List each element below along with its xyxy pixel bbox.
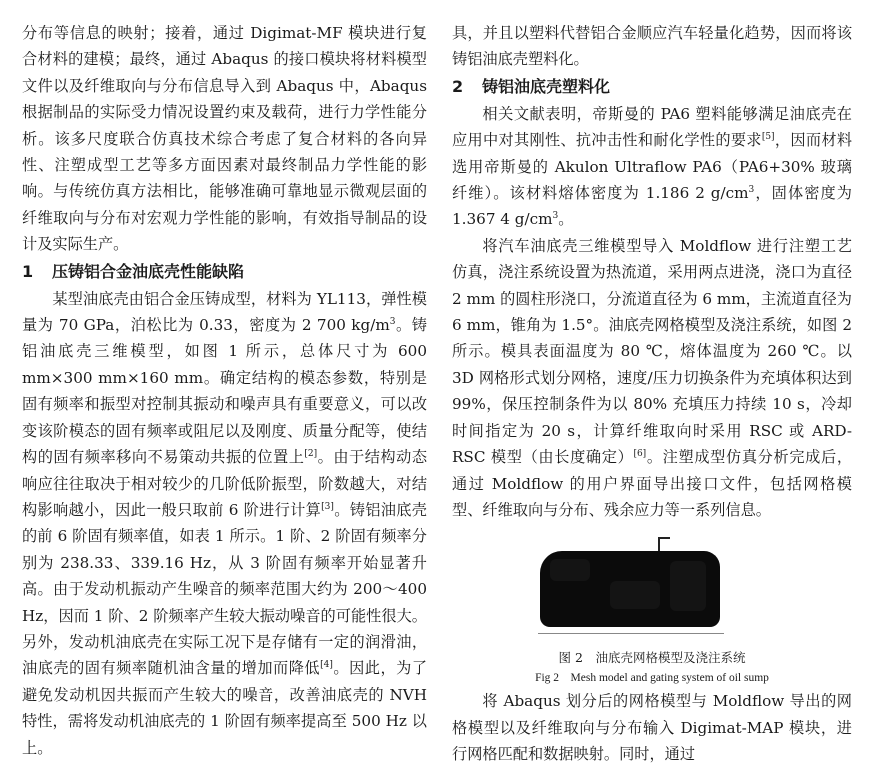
gate-line <box>658 537 660 551</box>
paragraph <box>452 101 852 233</box>
right-column <box>452 20 852 768</box>
text-run: 。注塑成型仿真分析完成后，通过 Moldflow 的用户界面导出接口文件，包括网格模型、纤维取向与分布、残余应力等一系列信息。 <box>452 448 853 519</box>
text-run: 。因此，为了避免发动机因共振而产生较大的噪音，改善油底壳的 NVH 特性，需将发动机油底壳的 1 阶固有频率提高至 500 Hz 以上。 <box>22 659 428 757</box>
text-run: 。由于结构动态响应往往取决于相对较少的几阶低阶振型，阶数越大，对结构影响越小，因此一般只取前 6 阶进行计算 <box>22 448 428 519</box>
text-run: 相关文献表明，帝斯曼的 PA6 塑料能够满足油底壳在应用中对其刚性、抗冲击性和耐化学性的要求 <box>452 104 852 150</box>
citation: [6] <box>633 449 647 460</box>
text-run: 。铸铝油底壳三维模型，如图 1 所示，总体尺寸为 600 mm×300 mm×160 mm。确定结构的模态参数，特别是固有频率和振型对控制其振动和噪声具有重要意义，可以改变该阶模态的固有频率或阻尼以及刚度、质量分配等，使结构的固有频率移向不易策动共振的位置上 <box>22 316 427 467</box>
figure-caption-en: Fig 2 Mesh model and gating system of oil sump <box>535 672 769 685</box>
paragraph <box>452 233 852 523</box>
citation: [3] <box>321 501 334 512</box>
text-run: ，因而材料选用帝斯曼的 Akulon Ultraflow PA6（PA6+30% 玻璃纤维）。该材料熔体密度为 1.186 2 g/cm <box>452 131 853 203</box>
text-run: 。铸铝油底壳的前 6 阶固有频率值，如表 1 所示。1 阶、2 阶固有频率分别为 238.33、339.16 Hz，从 3 阶固有频率开始显著升高。由于发动机振动产生噪音的频率范围大约为 200～400 Hz，因而 1 阶、2 阶频率产生较大振动噪音的可能性很大。另外，发动机油底壳在实际工况下是存储有一定的润滑油，油底壳的固有频率随机油含量的增加而降低 <box>22 500 427 678</box>
section-title: 压铸铝合金油底壳性能缺陷 <box>52 261 245 281</box>
citation: [5] <box>761 132 775 143</box>
text-run: ，固体密度为 1.367 4 g/cm <box>452 184 852 229</box>
section-number: 1 <box>22 261 34 281</box>
paragraph: 具，并且以塑料代替铝合金顺应汽车轻量化趋势，因而将该铸铝油底壳塑料化。 <box>452 24 852 69</box>
figure-2 <box>452 523 852 648</box>
superscript: 3 <box>389 317 396 327</box>
figure-caption-cn: 图 2 油底壳网格模型及浇注系统 <box>558 650 746 666</box>
mesh-model-image <box>538 537 724 634</box>
left-column <box>22 20 427 761</box>
superscript: 3 <box>748 184 755 195</box>
text-run: 将汽车油底壳三维模型导入 Moldflow 进行注塑工艺仿真，浇注系统设置为热流道，采用两点进浇，浇口为直径 2 mm 的圆柱形浇口，分流道直径为 6 mm，主流道直径为 6 mm，锥角为 1.5°。油底壳网格模型及浇注系统，如图 2 所示。模具表面温度为 80 ℃，熔体温度为 260 ℃。以 3D 网格形式划分网格，速度/压力切换条件为充填体积达到 99%，保压控制条件为以 80% 充填压力持续 10 s，冷却时间指定为 20 s，计算纤维取向时采用 RSC 或 ARD-RSC 模型（由长度确定） <box>452 236 852 467</box>
paragraph <box>22 286 427 761</box>
gate-line <box>660 537 670 539</box>
mesh-region <box>610 581 660 609</box>
section-heading-2 <box>452 73 852 101</box>
mesh-region <box>670 561 706 611</box>
text-run: 。 <box>558 210 574 229</box>
section-title: 铸铝油底壳塑料化 <box>482 76 611 96</box>
section-number: 2 <box>452 76 464 96</box>
paragraph: 分布等信息的映射；接着，通过 Digimat-MF 模块进行复合材料的建模；最终，通过 Abaqus 的接口模块将材料模型文件以及纤维取向与分布信息导入到 Abaqus 中，Abaqus 根据制品的实际受力情况设置约束及载荷，进行力学性能分析。该多尺度联合仿真技术综合考虑了复合材料的各向异性、注塑成型工艺等多方面因素对最终制品力学性能的影响。与传统仿真方法相比，能够准确可靠地显示微观层面的纤维取向与分布对宏观力学性能的影响，有效指导制品的设计及实际生产。 <box>22 24 427 254</box>
paragraph: 将 Abaqus 划分后的网格模型与 Moldflow 导出的网格模型以及纤维取向与分布输入 Digimat-MAP 模块，进行网格匹配和数据映射。同时，通过 <box>452 692 852 764</box>
citation: [4] <box>320 660 333 671</box>
superscript: 3 <box>552 211 559 222</box>
text-run: 某型油底壳由铝合金压铸成型，材料为 YL113，弹性模量为 70 GPa，泊松比为 0.33，密度为 2 700 kg/m <box>22 289 427 335</box>
oil-sump-shape <box>540 551 720 627</box>
section-heading-1 <box>22 258 427 286</box>
mesh-region <box>550 559 590 581</box>
citation: [2] <box>304 449 318 460</box>
